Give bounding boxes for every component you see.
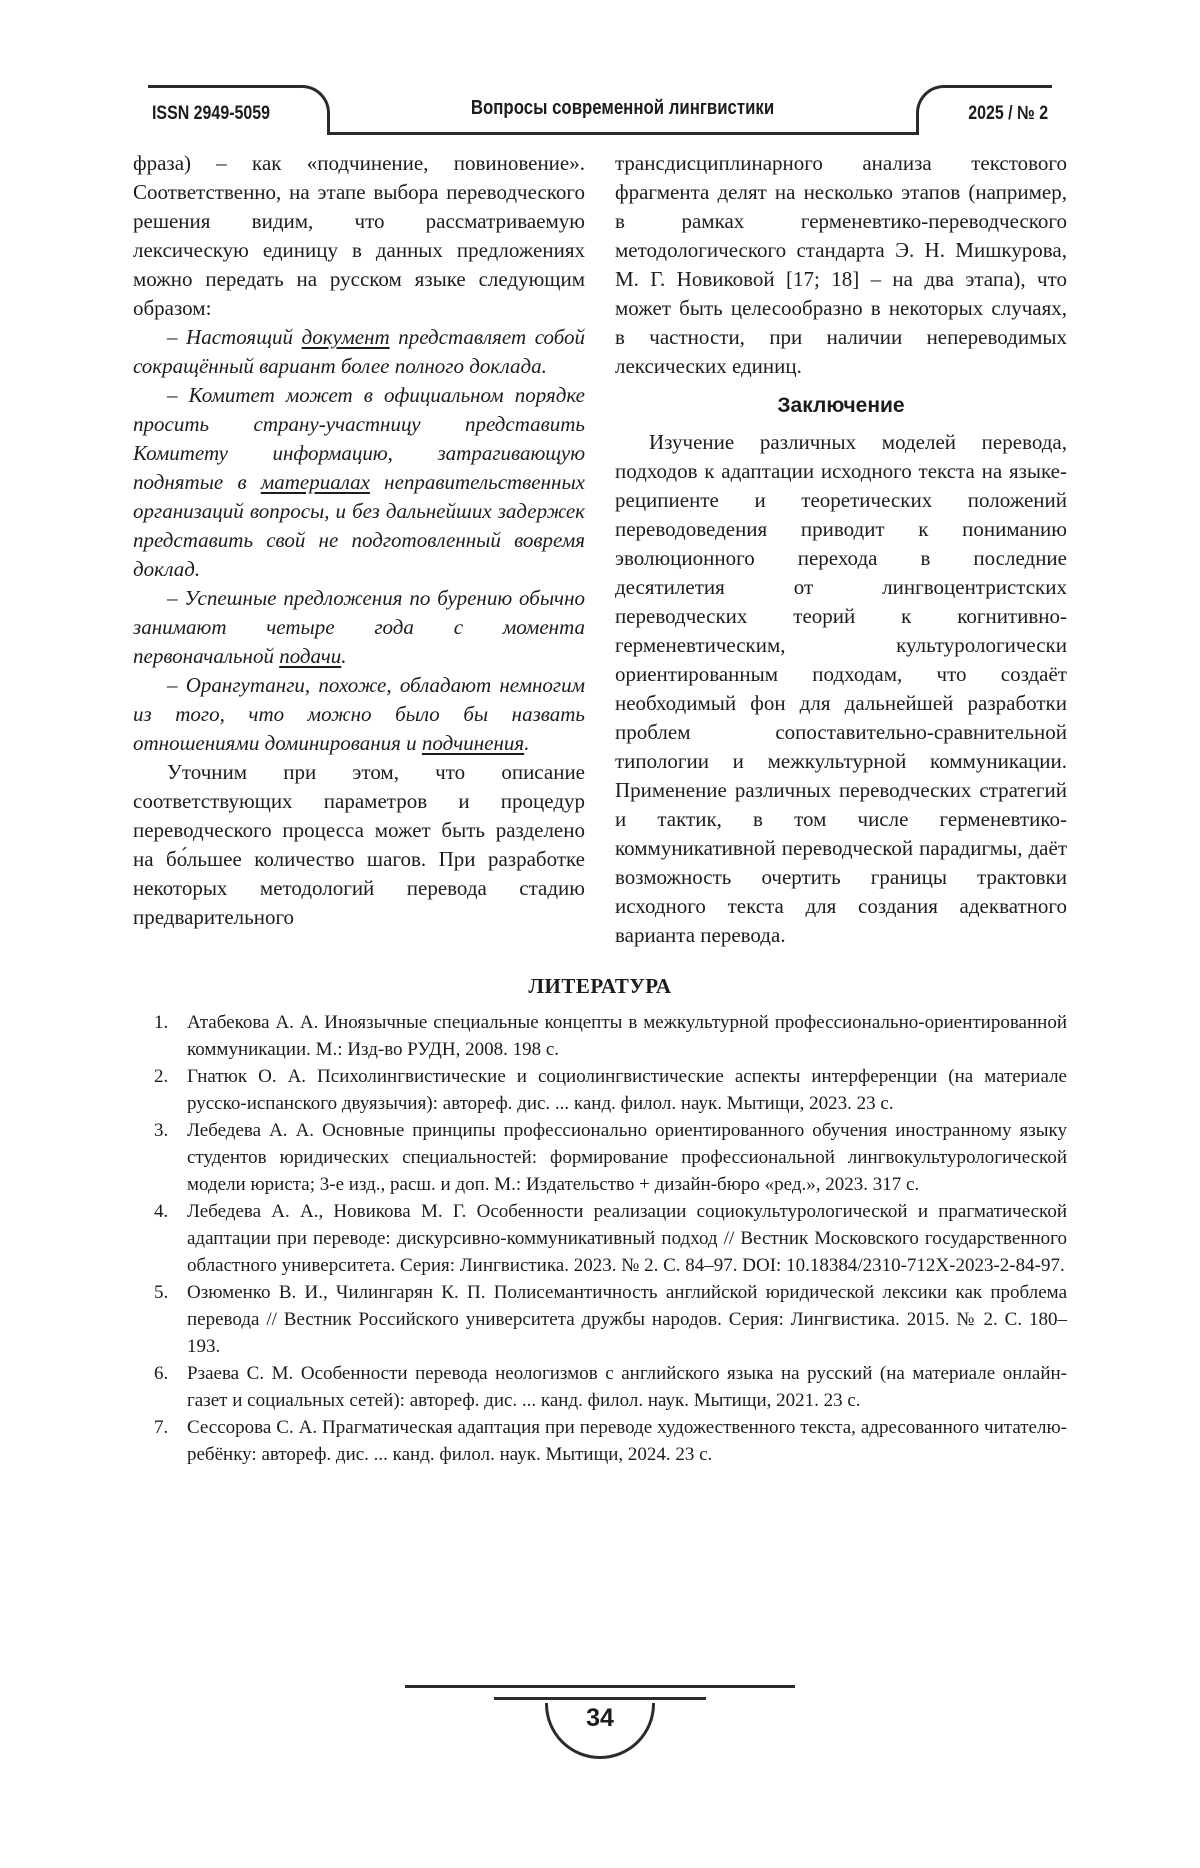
reference-item: Рзаева С. М. Особенности перевода неологизмов с английского языка на русский (на материале онлайн-газет и социальных сетей): автореф. дис. ... канд. филол. наук. Мытищи, 2021. 23 с. [187,1363,1067,1411]
header-rule [330,85,916,135]
journal-page [0,85,1200,1868]
reference-item: Лебедева А. А. Основные принципы профессионально ориентированного обучения иностранному языку студентов юридических специальностей: формирование профессиональной лингвокультурологической модели юриста; 3-е изд., расш. и доп. М.: Издательство + дизайн-бюро «ред.», 2023. 317 с. [187,1120,1067,1195]
reference-item: Сессорова С. А. Прагматическая адаптация при переводе художественного текста, адресованного читателю-ребёнку: автореф. дис. ... канд. филол. наук. Мытищи, 2024. 23 с. [187,1417,1067,1465]
reference-item: Гнатюк О. А. Психолингвистические и социолингвистические аспекты интерференции (на материале русско-испанского двуязычия): автореф. дис. ... канд. филол. наук. Мытищи, 2023. 23 с. [187,1066,1067,1114]
paragraph: – Успешные предложения по бурению обычно занимают четыре года с момента первоначальной подачи. [133,586,585,668]
references-heading: ЛИТЕРАТУРА [528,974,672,998]
footer-rule-short [494,1697,706,1700]
page-header [148,85,1052,135]
page-number: 34 [586,1704,614,1732]
paragraph: трансдисциплинарного анализа текстового фрагмента делят на несколько этапов (например, в рамках герменевтико-переводческого методологического стандарта Э. Н. Мишкурова, М. Г. Новиковой [17; 18] – на два этапа), что может быть целесообразно в некоторых случаях, в частности, при наличии непереводимых лексических единиц. [615,151,1067,378]
journal-title: Вопросы современной лингвистики [471,97,775,119]
reference-item: Лебедева А. А., Новикова М. Г. Особенности реализации социокультурологической и прагматической адаптации при переводе: дискурсивно-коммуникативный подход // Вестник Московского государственного областного университета. Серия: Лингвистика. 2023. № 2. С. 84–97. DOI: 10.18384/2310-712X-2023-2-84-97. [187,1201,1067,1276]
references-section [133,974,1067,1468]
right-column [615,149,1067,950]
reference-item: Озюменко В. И., Чилингарян К. П. Полисемантичность английской юридической лексики как проблема перевода // Вестник Российского университета дружбы народов. Серия: Лингвистика. 2015. № 2. С. 180–193. [187,1282,1067,1357]
paragraph: Уточним при этом, что описание соответствующих параметров и процедур переводческого процесса может быть разделено на бо́льшее количество шагов. При разработке некоторых методологий перевода стадию предварительного [133,760,585,929]
paragraph: фраза) – как «подчинение, повиновение». Соответственно, на этапе выбора переводческого решения видим, что рассматриваемую лексическую единицу в данных предложениях можно передать на русском языке следующим образом: [133,151,585,320]
issue-label: 2025 / № 2 [968,102,1048,124]
page-footer [0,1685,1200,1759]
page-number-ornament [545,1703,655,1759]
paragraph: – Настоящий документ представляет собой сокращённый вариант более полного доклада. [133,325,585,378]
issue-tab [916,85,1052,135]
references-list [133,1009,1067,1468]
article-body [133,149,1067,950]
paragraph: – Комитет может в официальном порядке просить страну-участницу представить Комитету информацию, затрагивающую поднятые в материалах неправительственных организаций вопросы, и без дальнейших задержек представить свой не подготовленный вовремя доклад. [133,383,585,581]
reference-item: Атабекова А. А. Иноязычные специальные концепты в межкультурной профессионально-ориентированной коммуникации. М.: Изд-во РУДН, 2008. 198 с. [187,1012,1067,1060]
footer-rule-long [405,1685,795,1688]
left-column [133,149,585,950]
issn-tab [148,85,330,135]
paragraph: – Орангутанги, похоже, обладают немногим из того, что можно было бы назвать отношениями доминирования и подчинения. [133,673,585,755]
paragraph: Изучение различных моделей перевода, подходов к адаптации исходного текста на языке-реципиенте и теоретических положений переводоведения приводит к пониманию эволюционного перехода в последние десятилетия от лингвоцентристских переводческих теорий к когнитивно-герменевтическим, культурологически ориентированным подходам, что создаёт необходимый фон для дальнейшей разработки проблем сопоставительно-сравнительной типологии и межкультурной коммуникации. Применение различных переводческих стратегий и тактик, в том числе герменевтико-коммуникативной переводческой парадигмы, даёт возможность очертить границы трактовки исходного текста для создания адекватного варианта перевода. [615,430,1067,947]
issn-label: ISSN 2949-5059 [152,102,271,124]
section-heading: Заключение [777,394,905,417]
